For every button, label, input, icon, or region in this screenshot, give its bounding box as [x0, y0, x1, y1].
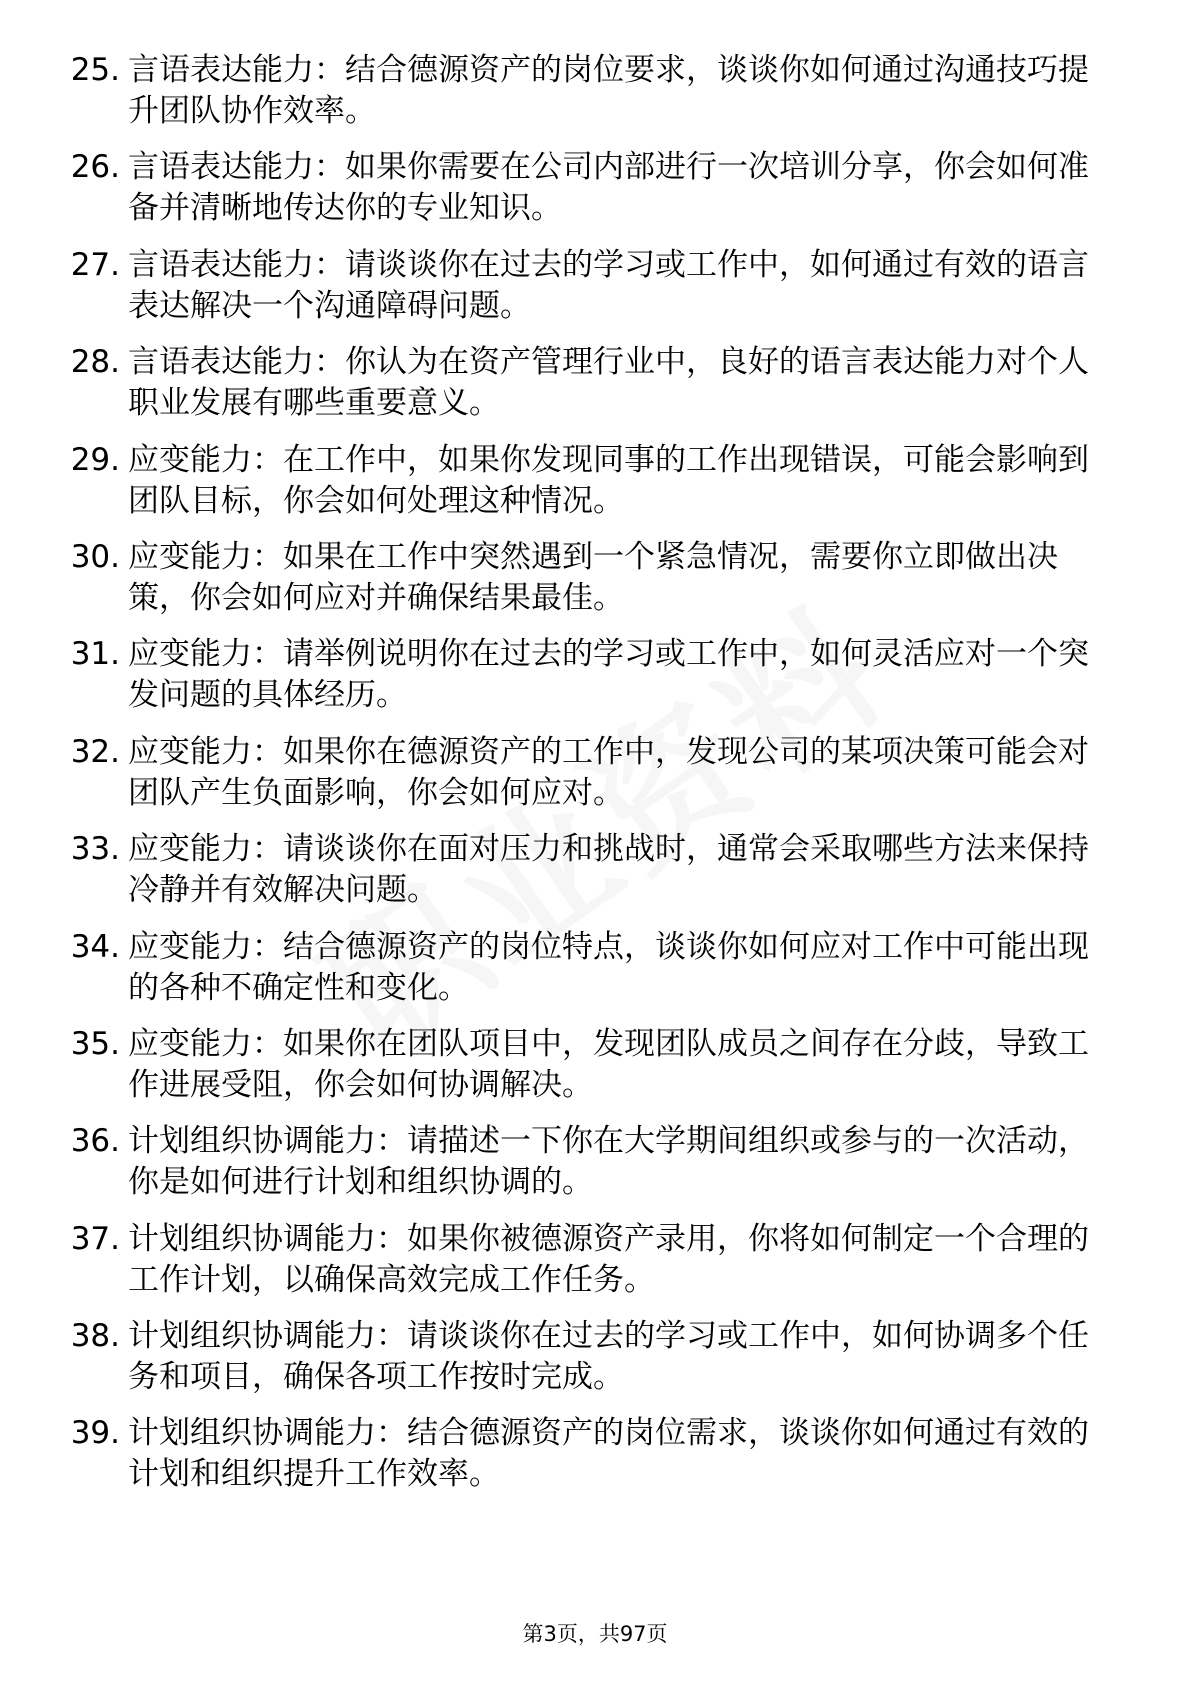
question-text: 言语表达能力：结合德源资产的岗位要求，谈谈你如何通过沟通技巧提升团队协作效率。 — [128, 52, 1089, 129]
question-item — [0, 634, 1190, 731]
question-number: 29. — [70, 441, 120, 478]
question-text: 应变能力：在工作中，如果你发现同事的工作出现错误，可能会影响到团队目标，你会如何处理这种情况。 — [128, 441, 1089, 519]
question-number: 30. — [70, 538, 120, 575]
question-number: 31. — [70, 636, 120, 673]
question-number: 38. — [70, 1318, 120, 1355]
question-text: 言语表达能力：如果你需要在公司内部进行一次培训分享，你会如何准备并清晰地传达你的专业知识。 — [128, 149, 1089, 227]
question-text: 计划组织协调能力：如果你被德源资产录用，你将如何制定一个合理的工作计划，以确保高效完成工作任务。 — [128, 1220, 1089, 1298]
question-item — [0, 1219, 1190, 1316]
question-number: 25. — [70, 52, 120, 88]
question-number: 27. — [70, 246, 120, 283]
question-item — [0, 147, 1190, 244]
question-number: 33. — [70, 831, 120, 868]
question-item — [0, 927, 1190, 1024]
question-item — [0, 1121, 1190, 1218]
question-item — [0, 537, 1190, 634]
question-item — [0, 342, 1190, 439]
question-item — [0, 1316, 1190, 1413]
question-text: 计划组织协调能力：请描述一下你在大学期间组织或参与的一次活动，你是如何进行计划和组织协调的。 — [128, 1123, 1089, 1201]
question-number: 36. — [70, 1123, 120, 1160]
question-text: 应变能力：请谈谈你在面对压力和挑战时，通常会采取哪些方法来保持冷静并有效解决问题。 — [128, 831, 1089, 909]
question-number: 26. — [70, 149, 120, 186]
question-text: 言语表达能力：请谈谈你在过去的学习或工作中，如何通过有效的语言表达解决一个沟通障碍问题。 — [128, 246, 1089, 324]
question-item — [0, 440, 1190, 537]
page-footer: 第3页，共97页 — [522, 1622, 668, 1646]
question-number: 39. — [70, 1415, 120, 1452]
question-text: 计划组织协调能力：请谈谈你在过去的学习或工作中，如何协调多个任务和项目，确保各项工作按时完成。 — [128, 1318, 1089, 1396]
question-item — [0, 1024, 1190, 1121]
question-number: 32. — [70, 733, 120, 770]
question-item — [0, 1413, 1190, 1510]
question-item — [0, 50, 1190, 147]
question-text: 应变能力：如果你在德源资产的工作中，发现公司的某项决策可能会对团队产生负面影响，你会如何应对。 — [128, 733, 1089, 811]
question-text: 应变能力：请举例说明你在过去的学习或工作中，如何灵活应对一个突发问题的具体经历。 — [128, 636, 1089, 714]
question-text: 计划组织协调能力：结合德源资产的岗位需求，谈谈你如何通过有效的计划和组织提升工作效率。 — [128, 1415, 1089, 1493]
question-number: 35. — [70, 1025, 120, 1062]
question-item — [0, 732, 1190, 829]
question-item — [0, 829, 1190, 926]
question-text: 言语表达能力：你认为在资产管理行业中，良好的语言表达能力对个人职业发展有哪些重要意义。 — [128, 344, 1089, 422]
question-text: 应变能力：如果在工作中突然遇到一个紧急情况，需要你立即做出决策，你会如何应对并确保结果最佳。 — [128, 538, 1058, 616]
question-item — [0, 245, 1190, 342]
question-text: 应变能力：结合德源资产的岗位特点，谈谈你如何应对工作中可能出现的各种不确定性和变化。 — [128, 928, 1089, 1006]
question-number: 28. — [70, 344, 120, 381]
question-list — [0, 50, 1190, 1511]
question-number: 37. — [70, 1220, 120, 1257]
question-number: 34. — [70, 928, 120, 965]
question-text: 应变能力：如果你在团队项目中，发现团队成员之间存在分歧，导致工作进展受阻，你会如何协调解决。 — [128, 1025, 1089, 1103]
